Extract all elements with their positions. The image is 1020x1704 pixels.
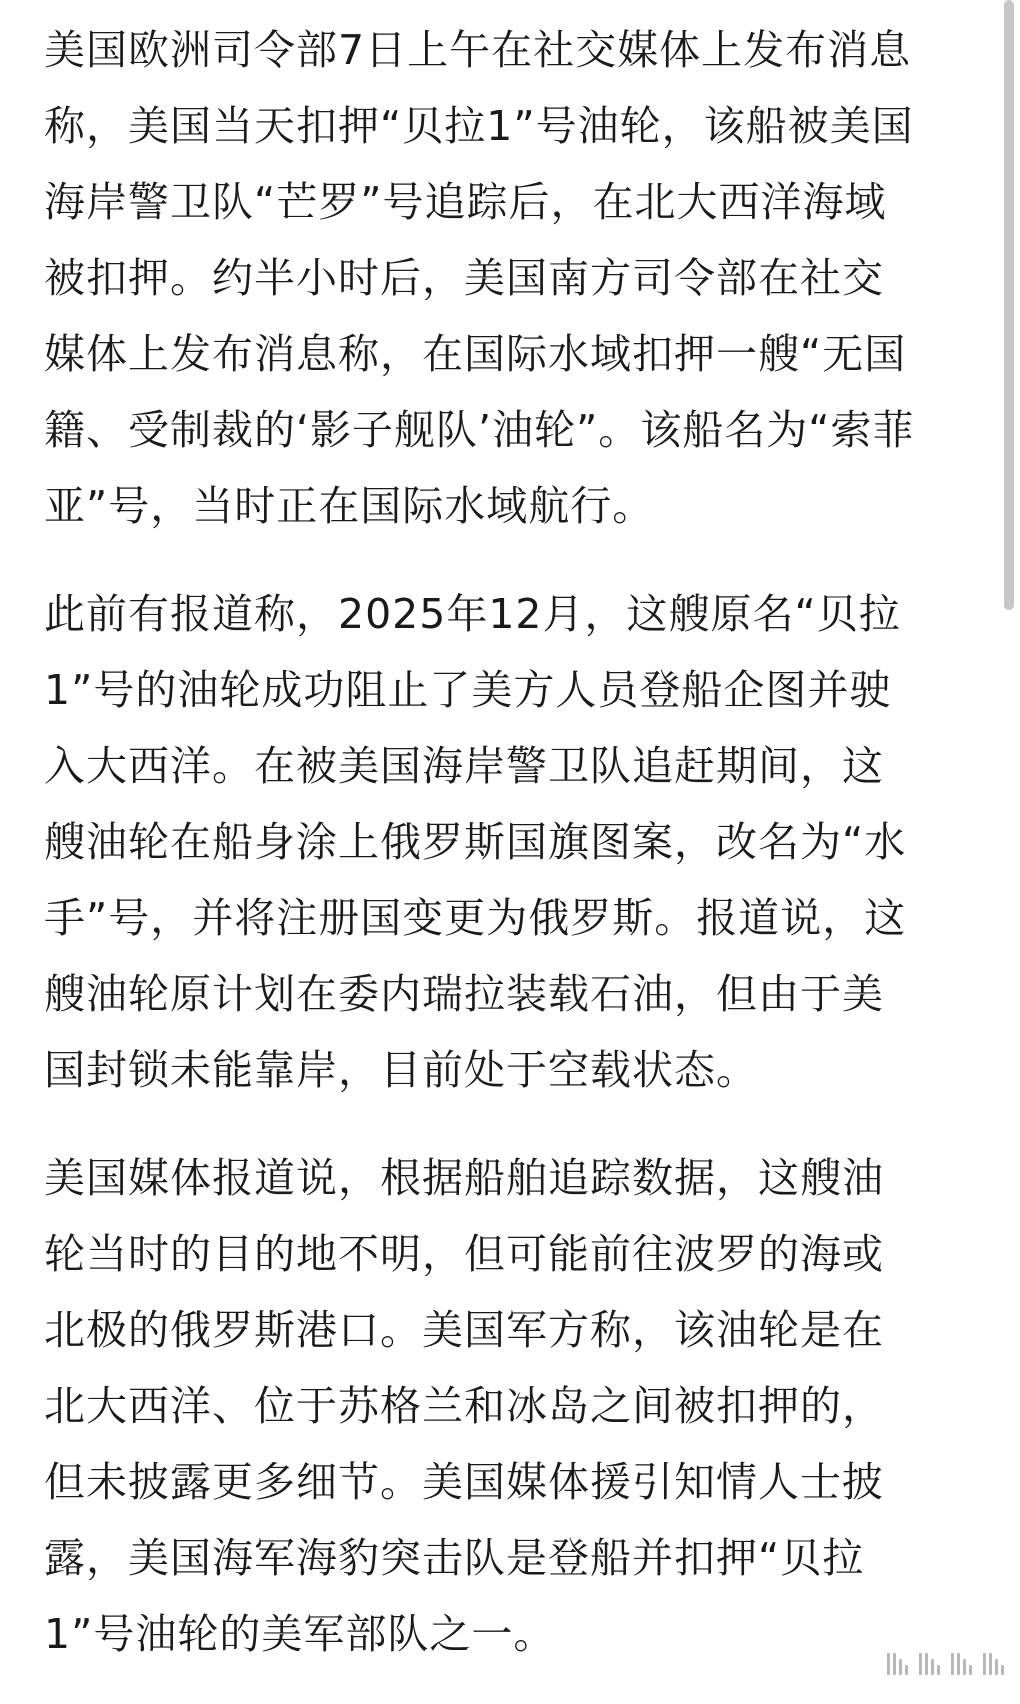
bars-watermark-icon xyxy=(884,1653,1006,1675)
text-line: 此前有报道称，2025年12月，这艘原名“贝拉 xyxy=(44,590,901,638)
text-line: 国封锁未能靠岸，目前处于空载状态。 xyxy=(44,1046,758,1094)
text-line: 籍、受制裁的‘影子舰队’油轮”。该船名为“索菲 xyxy=(44,406,915,454)
text-line: 美国媒体报道说，根据船舶追踪数据，这艘油 xyxy=(44,1154,884,1202)
text-line: 入大西洋。在被美国海岸警卫队追赶期间，这 xyxy=(44,742,884,790)
text-line: 1”号油轮的美军部队之一。 xyxy=(44,1610,556,1658)
text-line: 称，美国当天扣押“贝拉1”号油轮，该船被美国 xyxy=(44,102,914,150)
paragraph-2 xyxy=(44,576,980,1108)
bars-glyph-icon xyxy=(980,1653,1006,1675)
article-body xyxy=(44,12,980,1704)
text-line: 海岸警卫队“芒罗”号追踪后，在北大西洋海域 xyxy=(44,178,887,226)
text-line: 美国欧洲司令部7日上午在社交媒体上发布消息 xyxy=(44,26,912,74)
bars-glyph-icon xyxy=(884,1653,910,1675)
scrollbar-thumb[interactable] xyxy=(1004,0,1014,610)
text-line: 艘油轮在船身涂上俄罗斯国旗图案，改名为“水 xyxy=(44,818,907,866)
text-line: 北大西洋、位于苏格兰和冰岛之间被扣押的， xyxy=(44,1382,884,1430)
text-line: 亚”号，当时正在国际水域航行。 xyxy=(44,482,655,530)
text-line: 但未披露更多细节。美国媒体援引知情人士披 xyxy=(44,1458,884,1506)
paragraph-3 xyxy=(44,1140,980,1672)
bars-glyph-icon xyxy=(916,1653,942,1675)
text-line: 北极的俄罗斯港口。美国军方称，该油轮是在 xyxy=(44,1306,884,1354)
text-line: 被扣押。约半小时后，美国南方司令部在社交 xyxy=(44,254,884,302)
paragraph-1 xyxy=(44,12,980,544)
text-line: 艘油轮原计划在委内瑞拉装载石油，但由于美 xyxy=(44,970,884,1018)
text-line: 露，美国海军海豹突击队是登船并扣押“贝拉 xyxy=(44,1534,865,1582)
text-line: 媒体上发布消息称，在国际水域扣押一艘“无国 xyxy=(44,330,907,378)
text-line: 轮当时的目的地不明，但可能前往波罗的海或 xyxy=(44,1230,884,1278)
bars-glyph-icon xyxy=(948,1653,974,1675)
text-line: 1”号的油轮成功阻止了美方人员登船企图并驶 xyxy=(44,666,892,714)
text-line: 手”号，并将注册国变更为俄罗斯。报道说，这 xyxy=(44,894,907,942)
